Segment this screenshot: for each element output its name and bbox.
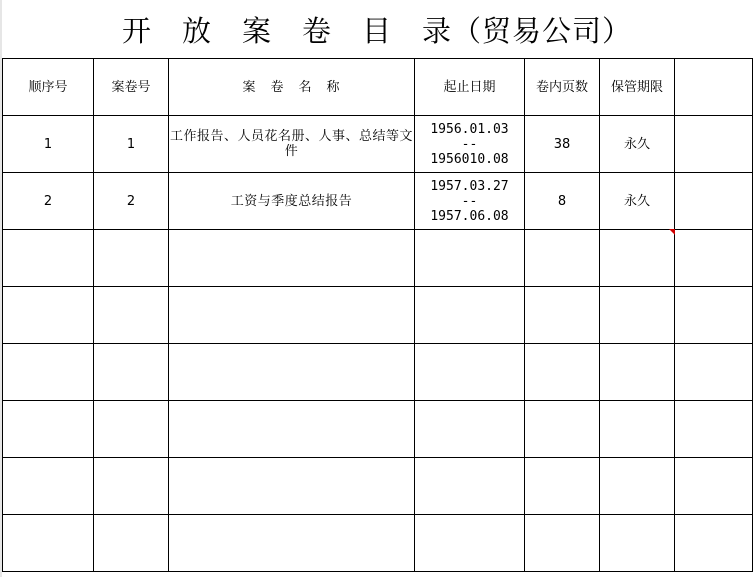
date-end: 1957.06.08: [430, 208, 509, 224]
header-cell-retention[interactable]: 保管期限: [600, 59, 675, 116]
empty-table-row: [3, 344, 753, 401]
date-separator: --: [461, 136, 478, 152]
cell-retention[interactable]: [600, 515, 675, 572]
cell-date-range[interactable]: [415, 458, 525, 515]
cell-seq[interactable]: 2: [3, 173, 94, 230]
cell-retention[interactable]: [600, 458, 675, 515]
header-cell-file-name[interactable]: 案 卷 名 称: [169, 59, 415, 116]
cell-file-name[interactable]: [169, 287, 415, 344]
document-title[interactable]: 开 放 案 卷 目 录（贸易公司）: [2, 0, 752, 59]
cell-date-range[interactable]: [415, 230, 525, 287]
cell-file-name[interactable]: [169, 344, 415, 401]
cell-file-name[interactable]: [169, 458, 415, 515]
header-row: [3, 59, 753, 116]
empty-table-row: [3, 515, 753, 572]
header-cell-date-range[interactable]: 起止日期: [415, 59, 525, 116]
cell-extra[interactable]: [675, 458, 753, 515]
cell-file-no[interactable]: [94, 230, 169, 287]
cell-file-no[interactable]: [94, 458, 169, 515]
cell-retention[interactable]: [600, 344, 675, 401]
date-separator: --: [461, 193, 478, 209]
cell-file-name[interactable]: [169, 515, 415, 572]
cell-comment-indicator[interactable]: [669, 229, 675, 235]
date-end: 1956010.08: [430, 151, 509, 167]
cell-date-range[interactable]: [415, 173, 525, 230]
cell-file-no[interactable]: [94, 287, 169, 344]
table-row: [3, 116, 753, 173]
date-start: 1956.01.03: [430, 121, 509, 137]
cell-extra[interactable]: [675, 116, 753, 173]
cell-seq[interactable]: [3, 230, 94, 287]
cell-file-no[interactable]: 1: [94, 116, 169, 173]
cell-pages[interactable]: 38: [525, 116, 600, 173]
cell-pages[interactable]: [525, 287, 600, 344]
table-row: [3, 173, 753, 230]
cell-file-name[interactable]: [169, 401, 415, 458]
empty-table-row: [3, 458, 753, 515]
cell-seq[interactable]: [3, 287, 94, 344]
cell-seq[interactable]: 1: [3, 116, 94, 173]
catalog-table: [2, 58, 753, 572]
header-cell-extra[interactable]: [675, 59, 753, 116]
cell-pages[interactable]: [525, 458, 600, 515]
cell-file-no[interactable]: [94, 401, 169, 458]
cell-file-name[interactable]: [169, 230, 415, 287]
cell-file-name[interactable]: 工作报告、人员花名册、人事、总结等文件: [169, 116, 415, 173]
cell-seq[interactable]: [3, 458, 94, 515]
cell-seq[interactable]: [3, 515, 94, 572]
cell-pages[interactable]: [525, 401, 600, 458]
cell-date-range[interactable]: [415, 515, 525, 572]
header-cell-seq[interactable]: 顺序号: [3, 59, 94, 116]
cell-retention[interactable]: 永久: [600, 116, 675, 173]
cell-extra[interactable]: [675, 230, 753, 287]
cell-file-name[interactable]: 工资与季度总结报告: [169, 173, 415, 230]
cell-retention[interactable]: [600, 401, 675, 458]
cell-extra[interactable]: [675, 515, 753, 572]
cell-pages[interactable]: [525, 515, 600, 572]
cell-date-range[interactable]: [415, 116, 525, 173]
cell-seq[interactable]: [3, 401, 94, 458]
cell-retention[interactable]: [600, 287, 675, 344]
cell-file-no[interactable]: 2: [94, 173, 169, 230]
cell-date-range[interactable]: [415, 344, 525, 401]
header-cell-pages[interactable]: 卷内页数: [525, 59, 600, 116]
cell-date-range[interactable]: [415, 401, 525, 458]
empty-table-row: [3, 287, 753, 344]
cell-extra[interactable]: [675, 173, 753, 230]
cell-extra[interactable]: [675, 401, 753, 458]
cell-date-range[interactable]: [415, 287, 525, 344]
header-cell-file-no[interactable]: 案卷号: [94, 59, 169, 116]
cell-pages[interactable]: [525, 230, 600, 287]
cell-file-no[interactable]: [94, 515, 169, 572]
cell-pages[interactable]: [525, 344, 600, 401]
cell-pages[interactable]: 8: [525, 173, 600, 230]
cell-extra[interactable]: [675, 344, 753, 401]
cell-seq[interactable]: [3, 344, 94, 401]
empty-table-row: [3, 230, 753, 287]
cell-file-no[interactable]: [94, 344, 169, 401]
cell-retention[interactable]: 永久: [600, 173, 675, 230]
date-start: 1957.03.27: [430, 178, 509, 194]
cell-retention[interactable]: [600, 230, 675, 287]
empty-table-row: [3, 401, 753, 458]
cell-extra[interactable]: [675, 287, 753, 344]
